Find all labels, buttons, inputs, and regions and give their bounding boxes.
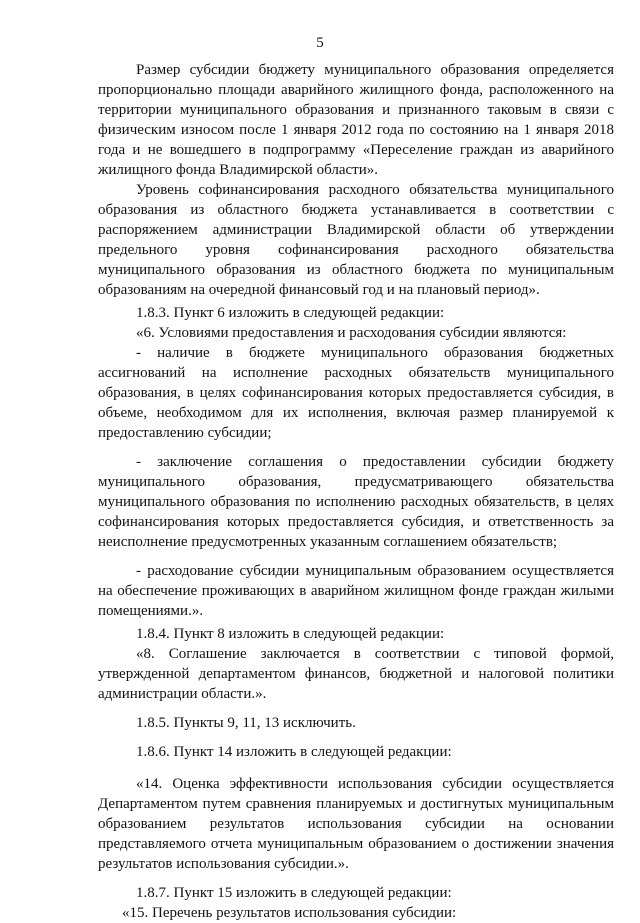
paragraph-item-15: «15. Перечень результатов использования субсидии: <box>122 905 457 921</box>
paragraph-item-8: «8. Соглашение заключается в соответствии с типовой формой, утвержденной департаментом финансов, бюджетной и налоговой политики администрации области.». <box>98 646 614 702</box>
document-body <box>98 60 614 923</box>
paragraph-condition-spending: - расходование субсидии муниципальным образованием осуществляется на обеспечение проживающих в аварийном жилищном фонде граждан жилыми помещениями.». <box>98 563 614 619</box>
paragraph-1-8-6: 1.8.6. Пункт 14 изложить в следующей редакции: <box>136 744 452 760</box>
paragraph-item-14: «14. Оценка эффективности использования субсидии осуществляется Департаментом путем сравнения планируемых и достигнутых муниципальным образованием результатов использования субсидии на основании представляемого отчета муниципальным образованием о достижении значения результатов использования субсидии.». <box>98 776 614 872</box>
paragraph-cofinancing-level: Уровень софинансирования расходного обязательства муниципального образования из областного бюджета устанавливается в соответствии с распоряжением администрации Владимирской области об утверждении предельного уровня софинансирования расходного обязательства муниципального образования из областного бюджета по муниципальным образованиям на очередной финансовый год и на плановый период». <box>98 182 614 298</box>
paragraph-1-8-3: 1.8.3. Пункт 6 изложить в следующей редакции: <box>136 305 445 321</box>
page-number: 5 <box>316 35 324 51</box>
paragraph-subsidy-size: Размер субсидии бюджету муниципального образования определяется пропорционально площади аварийного жилищного фонда, расположенного на территории муниципального образования и признанного таковым в связи с физическим износом после 1 января 2012 года по состоянию на 1 января 2018 года и не вошедшего в подпрограмму «Переселение граждан из аварийного жилищного фонда Владимирской области». <box>98 62 614 178</box>
paragraph-1-8-4: 1.8.4. Пункт 8 изложить в следующей редакции: <box>136 626 445 642</box>
paragraph-condition-agreement: - заключение соглашения о предоставлении субсидии бюджету муниципального образования, предусматривающего обязательства муниципального образования по исполнению расходных обязательств, в целях софинансирования которых предоставляется субсидия, и ответственность за неисполнение предусмотренных указанным соглашением обязательств; <box>98 454 614 550</box>
paragraph-item-6: «6. Условиями предоставления и расходования субсидии являются: <box>136 325 567 341</box>
paragraph-condition-budget: - наличие в бюджете муниципального образования бюджетных ассигнований на исполнение расходных обязательств муниципального образования, в целях софинансирования которых предоставляется субсидия, в объеме, необходимом для их исполнения, включая размер планируемой к предоставлению субсидии; <box>98 345 614 441</box>
paragraph-1-8-5: 1.8.5. Пункты 9, 11, 13 исключить. <box>136 715 356 731</box>
paragraph-1-8-7: 1.8.7. Пункт 15 изложить в следующей редакции: <box>136 885 452 901</box>
